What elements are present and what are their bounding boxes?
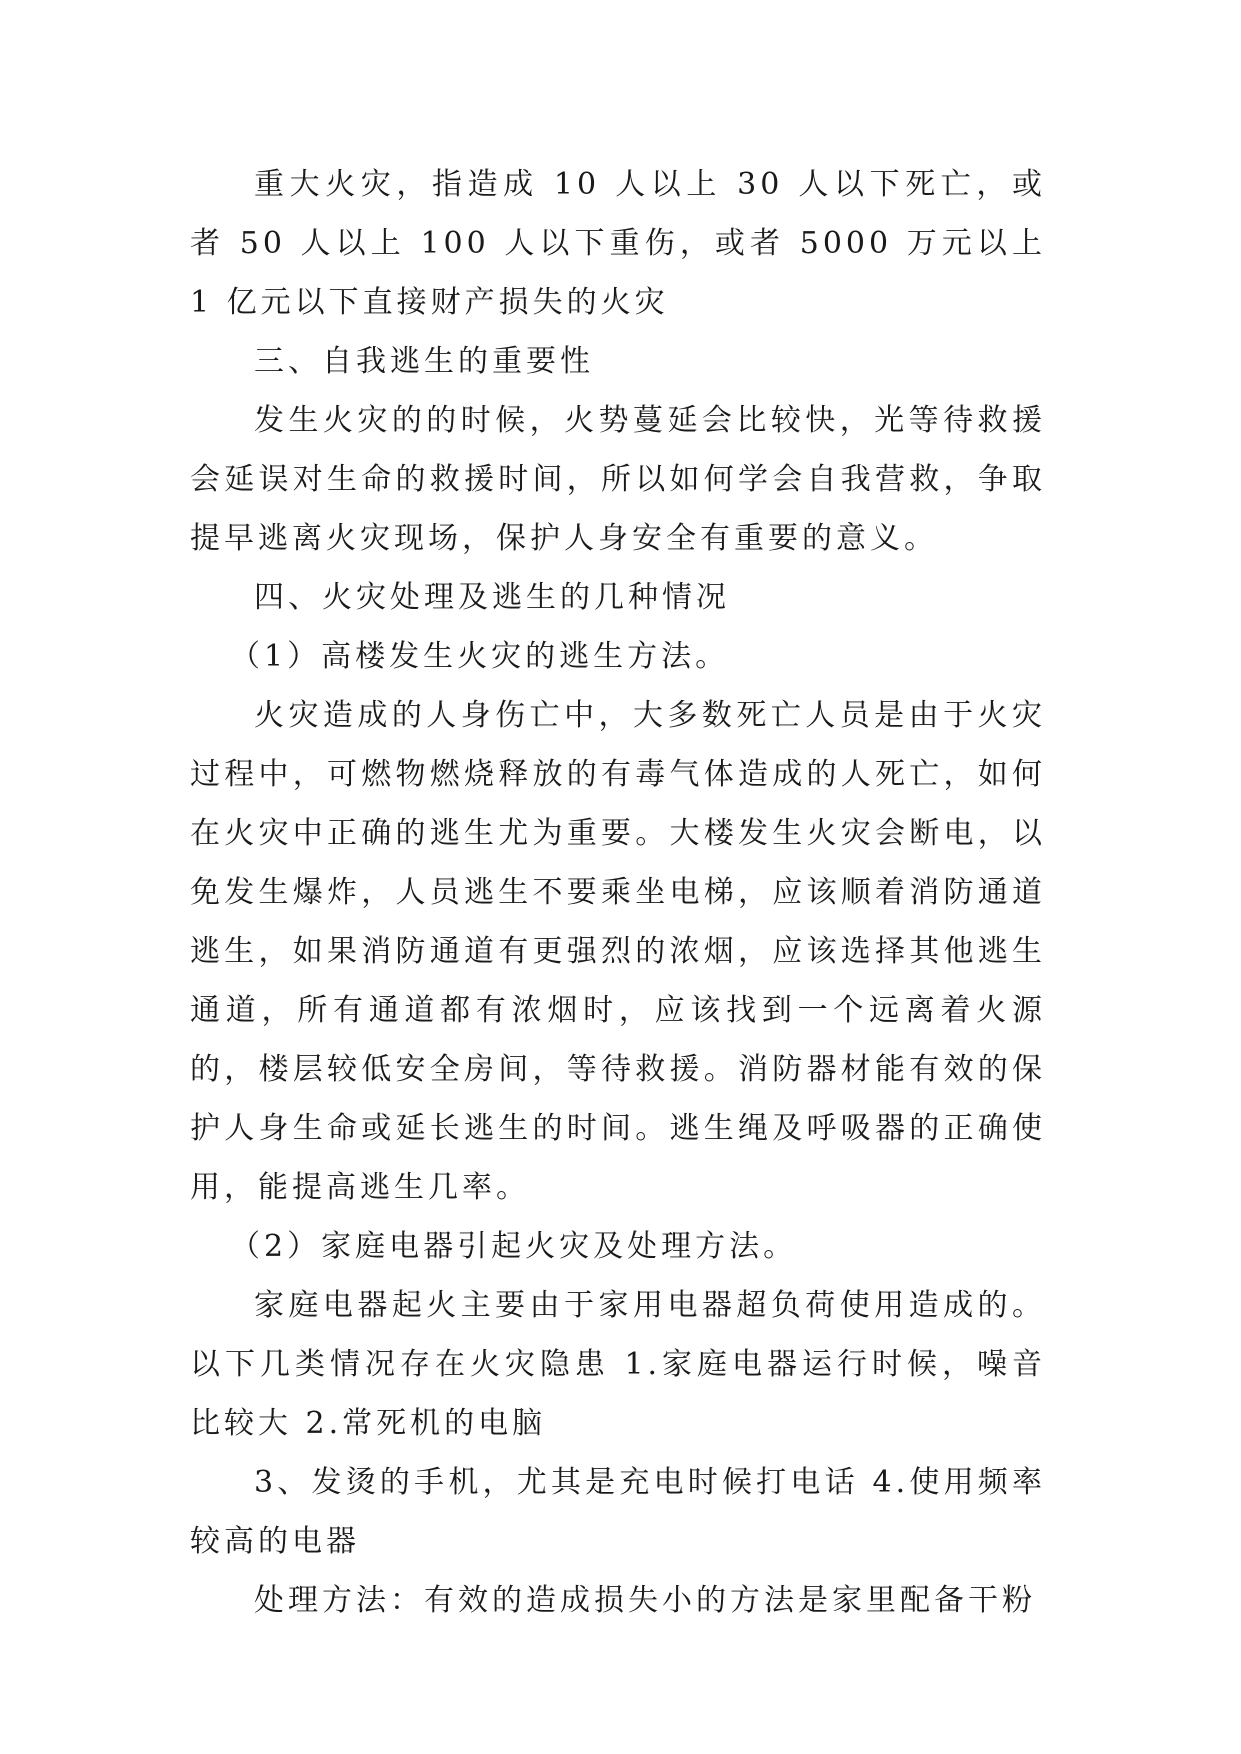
paragraph-appliance-fire-causes: 家庭电器起火主要由于家用电器超负荷使用造成的。以下几类情况存在火灾隐患 1.家庭电器运行时候，噪音比较大 2.常死机的电脑: [190, 1288, 1046, 1441]
paragraph-high-rise-escape: 火灾造成的人身伤亡中，大多数死亡人员是由于火灾过程中，可燃物燃烧释放的有毒气体造成的人死亡，如何在火灾中正确的逃生尤为重要。大楼发生火灾会断电，以免发生爆炸，人员逃生不要乘坐电梯，应该顺着消防通道逃生，如果消防通道有更强烈的浓烟，应该选择其他逃生通道，所有通道都有浓烟时，应该找到一个远离着火源的，楼层较低安全房间，等待救援。消防器材能有效的保护人身生命或延长逃生的时间。逃生绳及呼吸器的正确使用，能提高逃生几率。: [190, 698, 1046, 1205]
subheading-high-rise-escape: （1）高楼发生火灾的逃生方法。: [230, 639, 730, 674]
paragraph-major-fire-definition: 重大火灾，指造成 10 人以上 30 人以下死亡，或者 50 人以上 100 人以下重伤，或者 5000 万元以上 1 亿元以下直接财产损失的火灾: [190, 167, 1046, 320]
section-heading-self-escape: 三、自我逃生的重要性: [254, 344, 594, 379]
paragraph-appliance-fire-list: 3、发烫的手机，尤其是充电时候打电话 4.使用频率较高的电器: [190, 1465, 1046, 1559]
section-heading-fire-handling: 四、火灾处理及逃生的几种情况: [254, 580, 730, 615]
paragraph-handling-method: 处理方法：有效的造成损失小的方法是家里配备干粉: [254, 1583, 1036, 1618]
document-body: [190, 155, 1046, 1630]
paragraph-self-escape-importance: 发生火灾的的时候，火势蔓延会比较快，光等待救援会延误对生命的救援时间，所以如何学会自我营救，争取提早逃离火灾现场，保护人身安全有重要的意义。: [190, 403, 1046, 556]
subheading-appliance-fire: （2）家庭电器引起火灾及处理方法。: [230, 1229, 798, 1264]
